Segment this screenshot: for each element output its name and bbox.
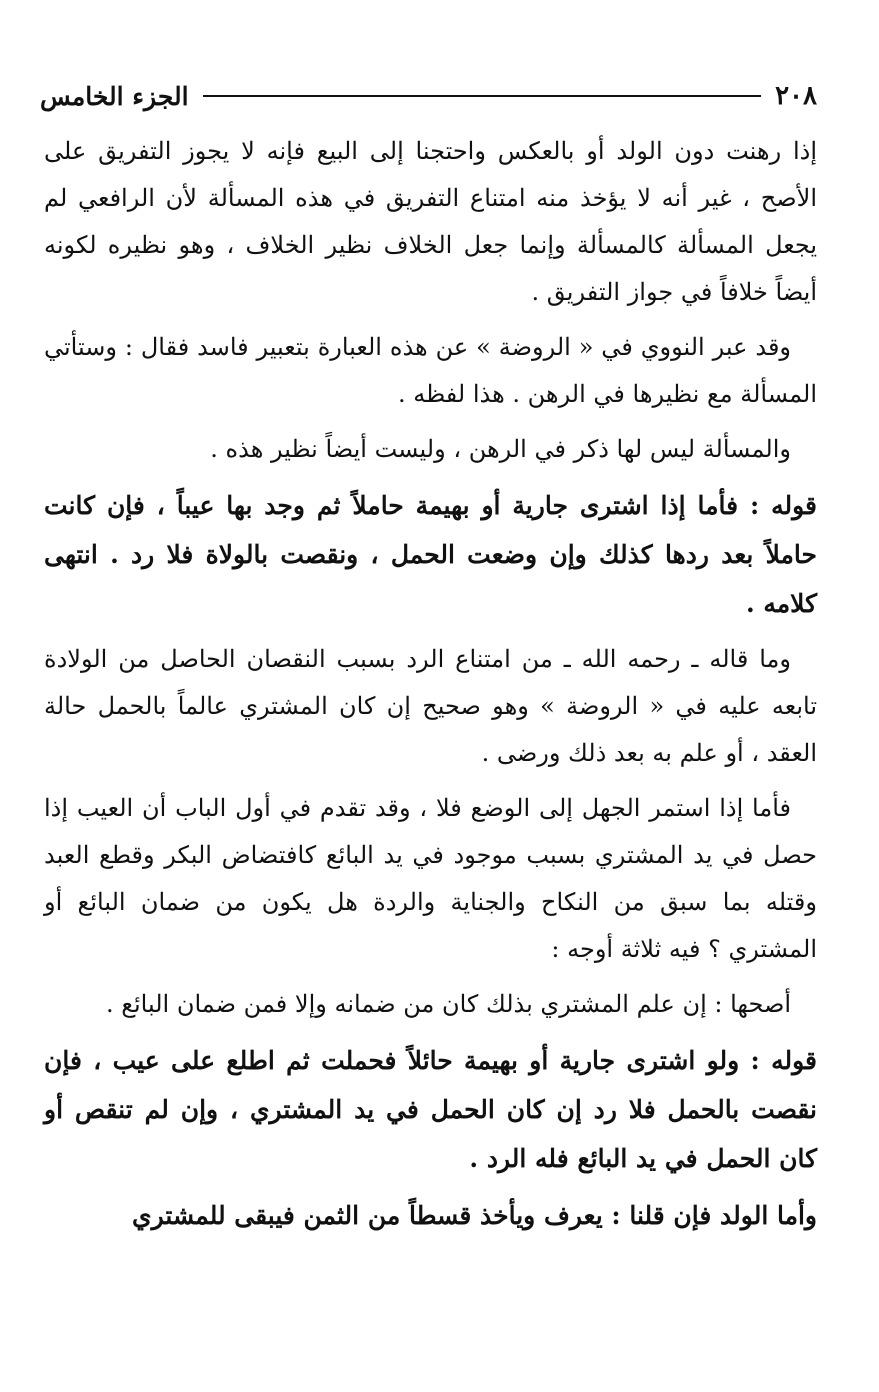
paragraph-1: إذا رهنت دون الولد أو بالعكس واحتجنا إلى البيع فإنه لا يجوز التفريق على الأصح ، غير أنه لا يؤخذ منه امتناع التفريق في هذه المسألة لأن الرافعي لم يجعل المسألة كالمسألة وإنما جعل الخلاف نظير الخلاف ، وهو نظيره لكونه أيضاً خلافاً في جواز التفريق . bbox=[44, 137, 817, 306]
paragraph-6: فأما إذا استمر الجهل إلى الوضع فلا ، وقد تقدم في أول الباب أن العيب إذا حصل في يد المشتري بسبب موجود في يد البائع كافتضاض البكر وقطع العبد وقتله بما سبق من النكاح والجناية والردة هل يكون من ضمان البائع أو المشتري ؟ فيه ثلاثة أوجه : bbox=[44, 794, 817, 963]
paragraph-5: وما قاله ـ رحمه الله ـ من امتناع الرد بسبب النقصان الحاصل من الولادة تابعه عليه في « الروضة » وهو صحيح إن كان المشتري عالماً بالحمل حالة العقد ، أو علم به بعد ذلك ورضى . bbox=[44, 645, 817, 767]
paragraph-3: والمسألة ليس لها ذكر في الرهن ، وليست أيضاً نظير هذه . bbox=[210, 435, 791, 463]
paragraph-9: وأما الولد فإن قلنا : يعرف ويأخذ قسطاً من الثمن فيبقى للمشتري bbox=[132, 1201, 817, 1230]
page-body bbox=[44, 128, 817, 1248]
header-rule bbox=[203, 95, 762, 97]
paragraph-4-quote: قوله : فأما إذا اشترى جارية أو بهيمة حاملاً ثم وجد بها عيباً ، فإن كانت حاملاً بعد ردها كذلك وإن وضعت الحمل ، ونقصت بالولاة فلا رد . انتهى كلامه . bbox=[44, 491, 817, 618]
running-title: الجزء الخامس bbox=[40, 81, 189, 111]
paragraph-8-quote: قوله : ولو اشترى جارية أو بهيمة حائلاً فحملت ثم اطلع على عيب ، فإن نقصت بالحمل فلا رد إن كان الحمل في يد المشتري ، وإن لم تنقص أو كان الحمل في يد البائع فله الرد . bbox=[44, 1046, 817, 1173]
paragraph-2: وقد عبر النووي في « الروضة » عن هذه العبارة بتعبير فاسد فقال : وستأتي المسألة مع نظيرها في الرهن . هذا لفظه . bbox=[44, 333, 817, 408]
page-header bbox=[40, 78, 817, 114]
paragraph-7: أصحها : إن علم المشتري بذلك كان من ضمانه وإلا فمن ضمان البائع . bbox=[105, 990, 791, 1018]
page-number: ٢٠٨ bbox=[775, 81, 817, 111]
